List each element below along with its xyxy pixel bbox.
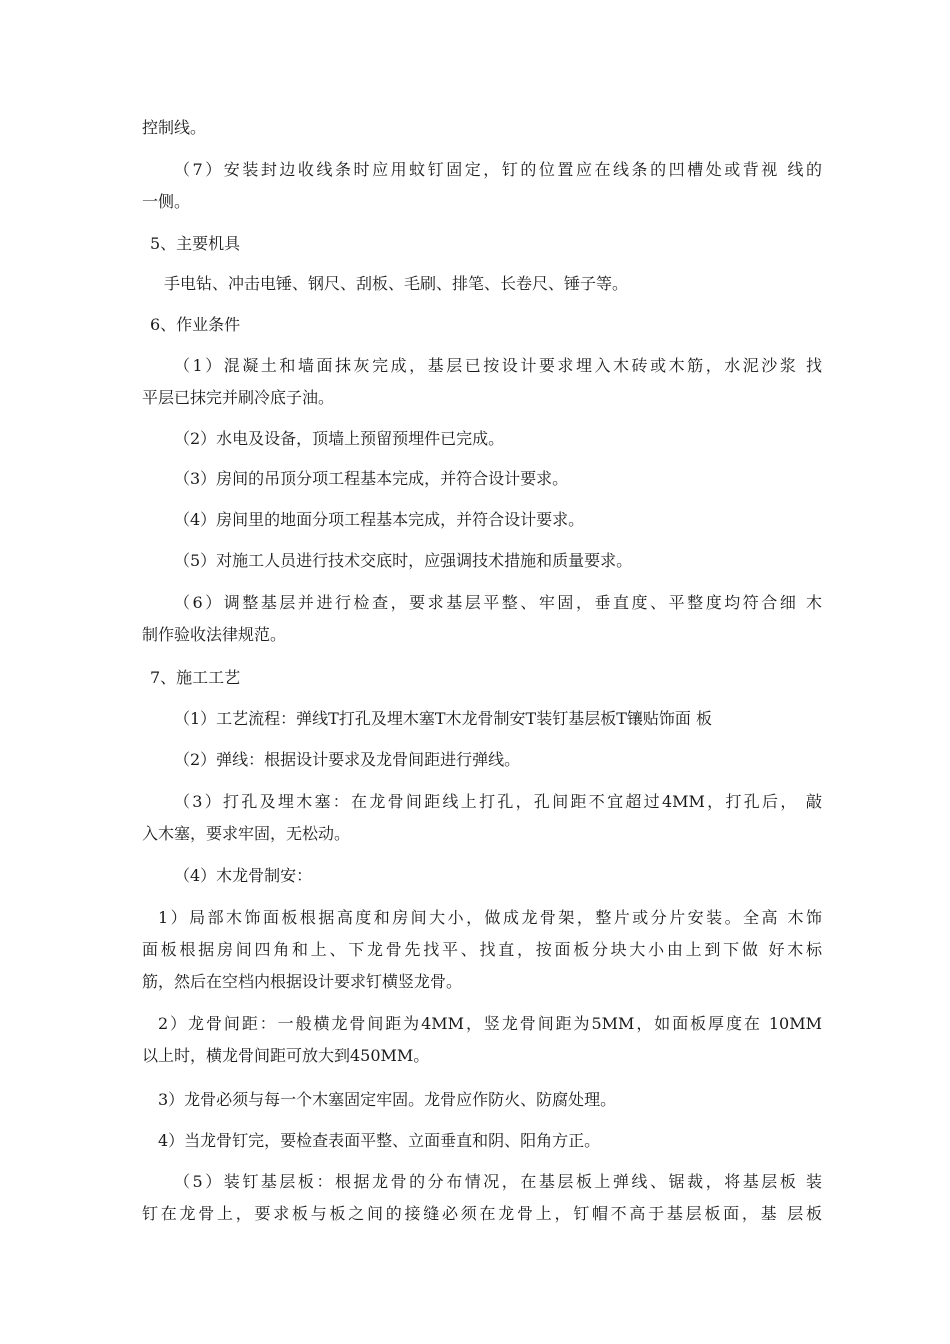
text-line: （2）弹线：根据设计要求及龙骨间距进行弹线。 (174, 750, 521, 769)
text-line: 1）局部木饰面板根据高度和房间大小，做成龙骨架，整片或分片安装。全高 木饰 (158, 908, 822, 927)
text-line: 手电钻、冲击电锤、钢尺、刮板、毛刷、排笔、长卷尺、锤子等。 (164, 274, 629, 293)
text-line: 钉在龙骨上，要求板与板之间的接缝必须在龙骨上，钉帽不高于基层板面，基 层板 (142, 1204, 822, 1223)
text-line: （1）混凝土和墙面抹灰完成，基层已按设计要求埋入木砖或木筋，水泥沙浆 找 (174, 356, 822, 375)
text-line: 筋，然后在空档内根据设计要求钉横竖龙骨。 (142, 972, 463, 991)
text-line: （3）房间的吊顶分项工程基本完成，并符合设计要求。 (174, 469, 569, 488)
text-line: （7）安装封边收线条时应用蚊钉固定，钉的位置应在线条的凹槽处或背视 线的 (174, 160, 822, 179)
text-line: 制作验收法律规范。 (142, 625, 287, 644)
text-line: （1）工艺流程：弹线T打孔及埋木塞T木龙骨制安T装钉基层板T镶贴饰面 板 (174, 709, 712, 728)
text-line: 面板根据房间四角和上、下龙骨先找平、找直，按面板分块大小由上到下做 好木标 (142, 940, 822, 959)
text-line: 2）龙骨间距：一般横龙骨间距为4MM，竖龙骨间距为5MM，如面板厚度在 10MM (158, 1014, 822, 1033)
text-line: 入木塞，要求牢固，无松动。 (142, 824, 351, 843)
section-heading: 6、作业条件 (150, 315, 241, 334)
text-line: （4）房间里的地面分项工程基本完成，并符合设计要求。 (174, 510, 585, 529)
text-line: 一侧。 (142, 192, 191, 211)
text-line: 以上时，横龙骨间距可放大到450MM。 (142, 1046, 430, 1065)
text-line: 平层已抹完并刷冷底子油。 (142, 388, 335, 407)
text-line: 控制线。 (142, 118, 207, 137)
text-line: 4）当龙骨钉完，要检查表面平整、立面垂直和阴、阳角方正。 (158, 1131, 601, 1150)
section-heading: 7、施工工艺 (150, 668, 241, 687)
text-line: （5）对施工人员进行技术交底时，应强调技术措施和质量要求。 (174, 551, 633, 570)
text-line: （6）调整基层并进行检查，要求基层平整、牢固，垂直度、平整度均符合细 木 (174, 593, 822, 612)
text-line: （4）木龙骨制安： (174, 866, 313, 885)
text-line: 3）龙骨必须与每一个木塞固定牢固。龙骨应作防火、防腐处理。 (158, 1090, 617, 1109)
text-line: （2）水电及设备，顶墙上预留预埋件已完成。 (174, 429, 505, 448)
section-heading: 5、主要机具 (150, 234, 241, 253)
text-line: （5）装钉基层板：根据龙骨的分布情况，在基层板上弹线、锯裁，将基层板 装 (174, 1172, 822, 1191)
text-line: （3）打孔及埋木塞：在龙骨间距线上打孔，孔间距不宜超过4MM，打孔后， 敲 (174, 792, 822, 811)
